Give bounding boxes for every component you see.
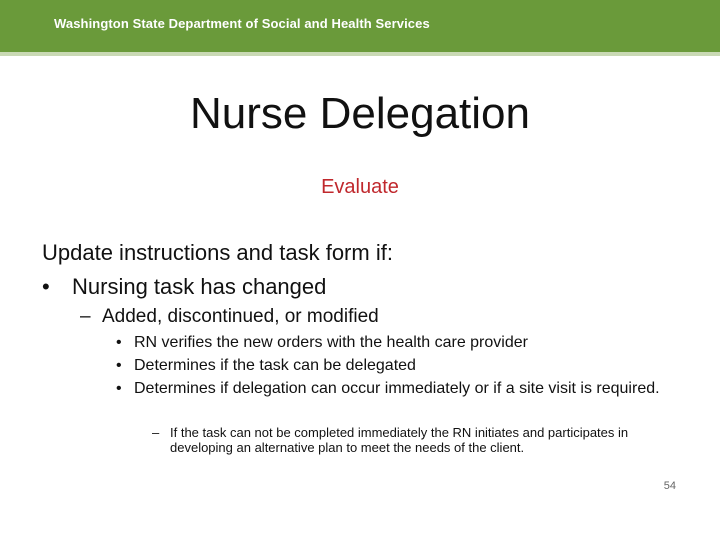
bullet-marker: • (116, 334, 122, 351)
bullet-task-changed: Nursing task has changed (72, 274, 327, 299)
bullet-marker: • (42, 274, 50, 299)
item-verify-orders: RN verifies the new orders with the health care provider (134, 334, 528, 351)
page-number: 54 (663, 480, 676, 492)
slide-title: Nurse Delegation (190, 89, 530, 138)
item-can-delegate: Determines if the task can be delegated (134, 357, 416, 374)
slide-subtitle: Evaluate (321, 176, 399, 198)
bullet-marker: • (116, 357, 122, 374)
note-alternative-plan: If the task can not be completed immediately the RN initiates and participates in developing an alternative plan to meet the needs of the client. (170, 425, 629, 455)
dash-marker: – (80, 306, 91, 327)
org-name: Washington State Department of Social and Health Services (54, 16, 430, 31)
item-site-visit: Determines if delegation can occur immediately or if a site visit is required. (134, 380, 660, 397)
sub-bullet-modified: Added, discontinued, or modified (102, 306, 379, 327)
intro-text: Update instructions and task form if: (42, 240, 393, 265)
dash-marker: – (152, 425, 160, 440)
bullet-marker: • (116, 380, 122, 397)
